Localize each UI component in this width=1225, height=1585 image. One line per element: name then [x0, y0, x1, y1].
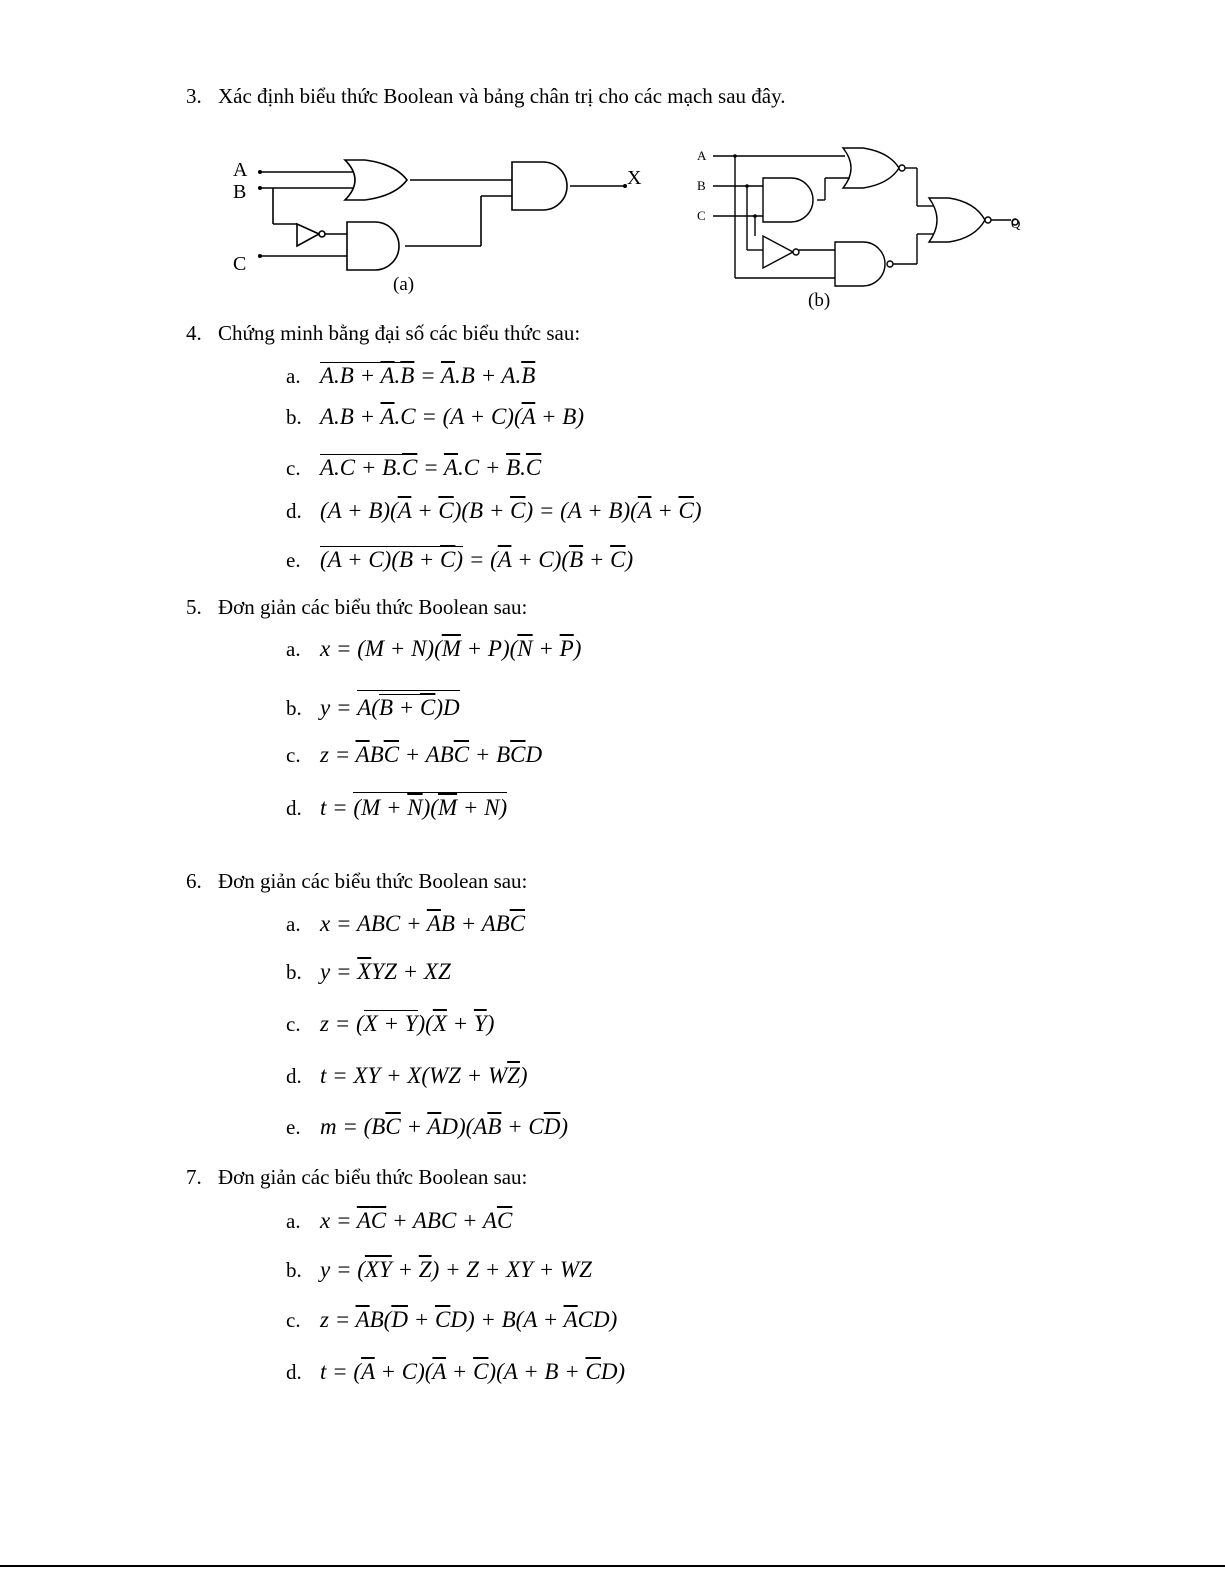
question-text: Đơn giản các biểu thức Boolean sau: [218, 595, 528, 619]
question-3 [186, 84, 785, 109]
expression-4e: e. $(A + C)(B + \overline{C}) = (\overline{A} + C)(\overline{B} + \overline{C})$ [286, 547, 634, 572]
expression-5a: a. $x = (M + N)(\overline{M} + P)(\overline{N} + \overline{P})$ [286, 636, 582, 661]
question-number: 3. [186, 84, 202, 108]
expression-7b: b. $y = (\overline{X}\overline{Y} + \overline{Z}) + Z$ + XY + WZ [286, 1257, 592, 1282]
input-label-a: A [697, 148, 707, 163]
expression-5d: d. $t = (M + \overline{N})(\overline{M} + N)$ [286, 792, 507, 821]
input-label-b: B [233, 181, 247, 203]
input-label-c: C [233, 253, 247, 275]
question-text: Đơn giản các biểu thức Boolean sau: [218, 869, 528, 893]
expression-6b: b. $y = \overline{X}YZ$ + XZ [286, 959, 451, 984]
expression-6d: d. t = XY + $X(WZ + W\overline{Z})$ [286, 1063, 528, 1088]
expression-7a: a. $x = \overline{A}\overline{C}$ + ABC + $A\overline{C}$ [286, 1208, 513, 1233]
circuit-b-diagram [695, 140, 1035, 315]
expression-4a: a. $A.B + \overline{A}.\overline{B} = \overline{A}.B + A.\overline{B}$ [286, 363, 536, 388]
expression-4b: b. $A.B + \overline{A}.C = (A + C)(\overline{A} + B)$ [286, 404, 584, 429]
expression-6e: e. $m = (B\overline{C} + \overline{A}D)(A\overline{B} + C\overline{D})$ [286, 1114, 569, 1139]
expression-4c: c. $A.C + B.\overline{C} = \overline{A}.C + \overline{B}.\overline{C}$ [286, 455, 542, 480]
question-number: 5. [186, 595, 202, 619]
question-6 [186, 869, 527, 894]
input-label-a: A [233, 159, 248, 181]
question-4 [186, 321, 580, 346]
input-label-c: C [697, 208, 706, 223]
expression-5c: c. $z = \overline{A}B\overline{C} + AB\overline{C} + B\overline{C}D$ [286, 742, 543, 767]
question-7 [186, 1165, 527, 1190]
circuit-caption: (b) [808, 290, 831, 311]
expression-6c: c. $z = (X + Y)(\overline{X} + \overline{Y})$ [286, 1011, 495, 1036]
expression-6a: a. x = ABC + $\overline{A}B + AB\overline{C}$ [286, 911, 526, 936]
question-text: Chứng minh bằng đại số các biểu thức sau: [218, 321, 581, 345]
output-label-q: Q [1011, 216, 1021, 231]
question-text: Xác định biểu thức Boolean và bảng chân trị cho các mạch sau đây. [218, 84, 786, 108]
question-number: 7. [186, 1165, 202, 1189]
question-number: 6. [186, 869, 202, 893]
expression-4d: d. $(A + B)(\overline{A} + \overline{C})(B + \overline{C}) = (A + B)(\overline{A} + \overline{C})$ [286, 498, 702, 523]
output-label-x: X [627, 167, 642, 189]
circuit-caption: (a) [393, 274, 415, 295]
question-5 [186, 595, 527, 620]
expression-5b: b. $y = A(B + \overline{C})D$ [286, 690, 460, 721]
question-text: Đơn giản các biểu thức Boolean sau: [218, 1165, 528, 1189]
input-label-b: B [697, 178, 706, 193]
page-bottom-border [0, 1565, 1225, 1567]
expression-7c: c. $z = \overline{A}B(\overline{D} + \overline{C}D) + B(A + \overline{A}CD)$ [286, 1307, 618, 1332]
circuit-a-diagram [225, 148, 665, 298]
question-number: 4. [186, 321, 202, 345]
expression-7d: d. $t = (\overline{A} + C)(\overline{A} + \overline{C})(A + B + \overline{C}D)$ [286, 1359, 626, 1384]
